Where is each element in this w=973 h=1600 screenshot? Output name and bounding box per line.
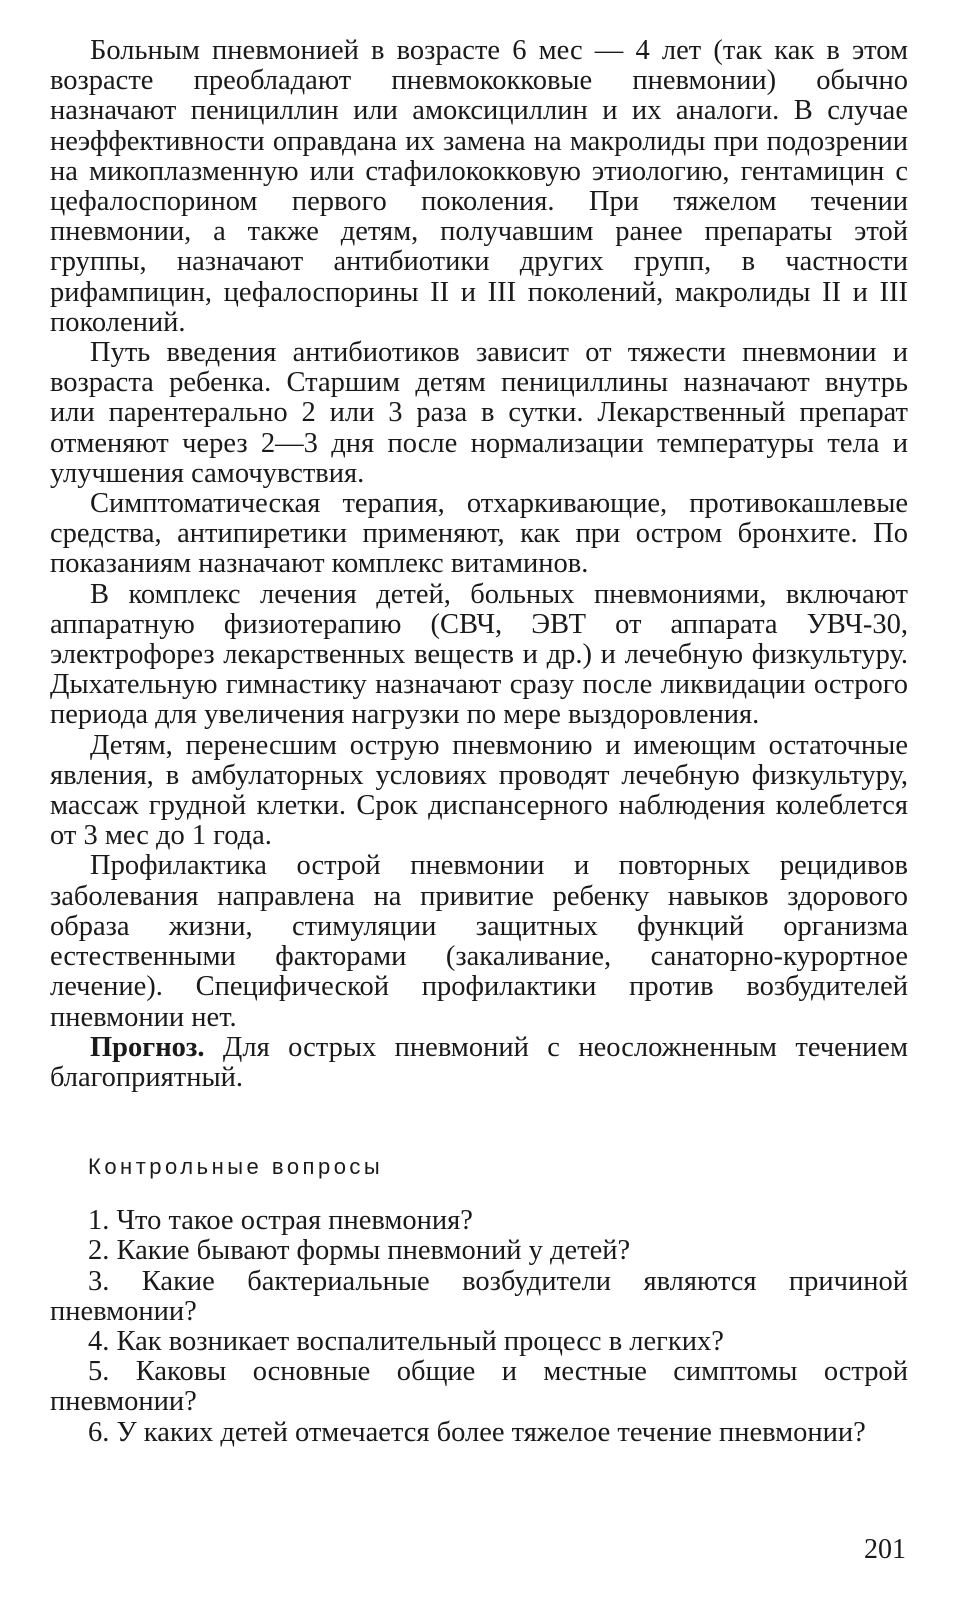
question-item: 5. Каковы основные общие и местные симптомы острой пневмонии?: [50, 1356, 908, 1418]
paragraph-administration-route: Путь введения антибиотиков зависит от тяжести пневмонии и возраста ребенка. Старшим детям пенициллины назначают внутрь или парентерально 2 или 3 раза в сутки. Лекарственный препарат отменяют через 2—3 дня после нормализации температуры тела и улучшения самочувствия.: [50, 337, 908, 489]
page-number: 201: [864, 1534, 906, 1565]
question-item: 4. Как возникает воспалительный процесс в легких?: [88, 1325, 724, 1357]
question-item: 1. Что такое острая пневмония?: [88, 1205, 473, 1237]
paragraph-dispensary-observation: Детям, перенесшим острую пневмонию и имеющим остаточные явления, в амбулаторных условиях проводят лечебную физкультуру, массаж грудной клетки. Срок диспансерного наблюдения колеблется от 3 мес до 1 года.: [50, 729, 908, 852]
question-item: 2. Какие бывают формы пневмоний у детей?: [88, 1235, 631, 1267]
prognosis-label: Прогноз.: [90, 1031, 205, 1063]
question-item: 6. У каких детей отмечается более тяжелое течение пневмонии?: [88, 1416, 866, 1448]
paragraph-prevention: Профилактика острой пневмонии и повторных рецидивов заболевания направлена на привитие ребенку навыков здорового образа жизни, стимуляции защитных функций организма естественными факторами (закаливание, санаторно-курортное лечение). Специфической профилактики против возбудителей пневмонии нет.: [50, 850, 908, 1033]
paragraph-physiotherapy: В комплекс лечения детей, больных пневмониями, включают аппаратную физиотерапию (СВЧ, ЭВТ от аппарата УВЧ-30, электрофорез лекарственных веществ и др.) и лечебную физкультуру. Дыхательную гимнастику назначают сразу после ликвидации острого периода для увеличения нагрузки по мере выздоровления.: [50, 578, 908, 731]
prognosis-text: Для острых пневмоний с неосложненным течением благоприятный.: [50, 1031, 908, 1093]
page-body: [50, 36, 908, 1448]
question-item: 3. Какие бактериальные возбудители являются причиной пневмонии?: [50, 1265, 908, 1327]
paragraph-prognosis: [50, 1033, 908, 1093]
paragraph-antibiotics-choice: Больным пневмонией в возрасте 6 мес — 4 лет (так как в этом возрасте преобладают пневмококковые пневмонии) обычно назначают пенициллин или амоксициллин и их аналоги. В случае неэффективности оправдана их замена на макролиды при подозрении на микоплазменную или стафилококковую этиологию, гентамицин с цефалоспорином первого поколения. При тяжелом течении пневмонии, а также детям, получавшим ранее препараты этой группы, назначают антибиотики других групп, в частности рифампицин, цефалоспорины II и III поколений, макролиды II и III поколений.: [50, 35, 908, 338]
paragraph-symptomatic-therapy: Симптоматическая терапия, отхаркивающие, противокашлевые средства, антипиретики применяют, как при остром бронхите. По показаниям назначают комплекс витаминов.: [50, 488, 908, 580]
questions-heading: Контрольные вопросы: [88, 1154, 384, 1180]
questions-list: [50, 1206, 908, 1448]
